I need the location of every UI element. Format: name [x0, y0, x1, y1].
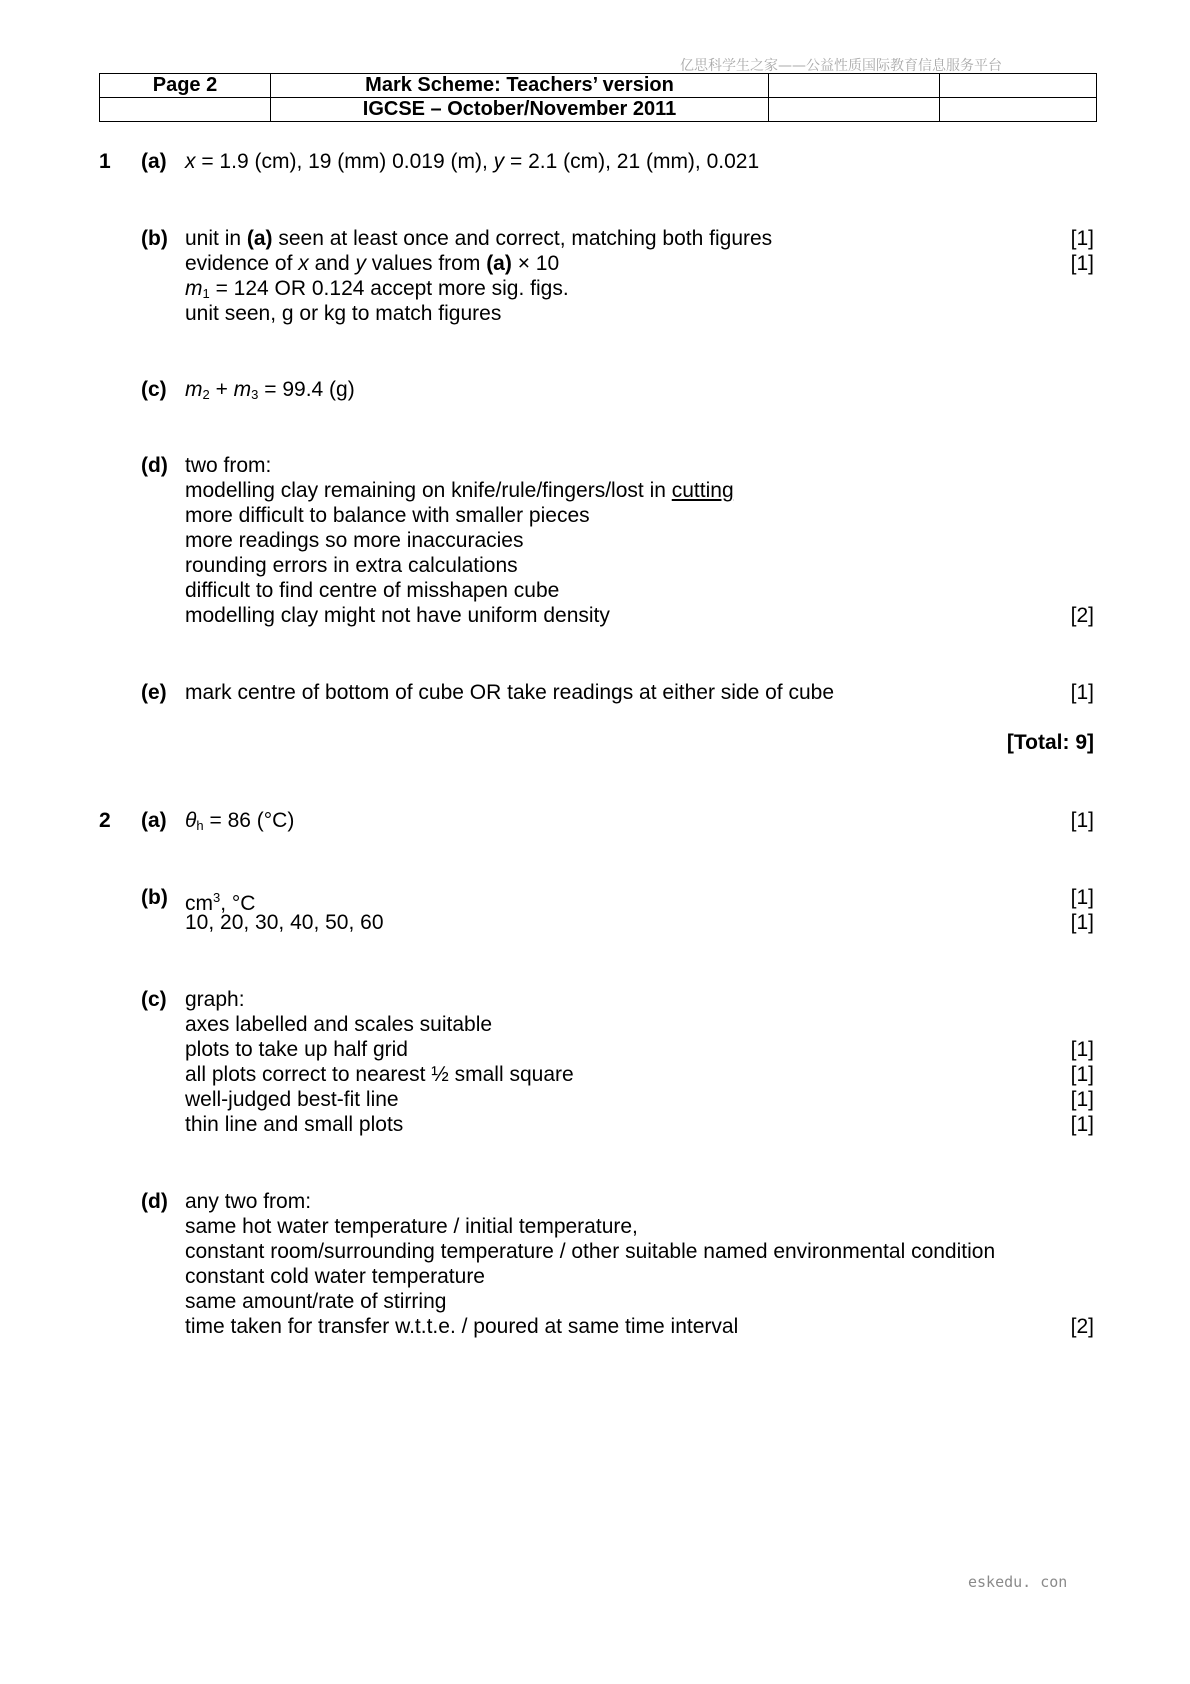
- mark: [1]: [1070, 1113, 1094, 1136]
- part-label: (a): [141, 150, 167, 173]
- q1d-line: more difficult to balance with smaller pieces: [185, 504, 590, 527]
- header-title: Mark Scheme: Teachers’ version: [271, 74, 769, 98]
- q1d-line: difficult to find centre of misshapen cube: [185, 579, 560, 602]
- header-empty-cell: [940, 74, 1097, 98]
- q1d-line: modelling clay might not have uniform density: [185, 604, 610, 627]
- q2d-row-6: [0, 1314, 1190, 1340]
- q2d-row-1: [0, 1189, 1190, 1215]
- q2c-line: all plots correct to nearest ½ small square: [185, 1063, 574, 1086]
- footer-watermark: eskedu. con: [968, 1573, 1068, 1591]
- q2b-line: $cm^3$, °C: [185, 890, 256, 915]
- q2d-line: same hot water temperature / initial temperature,: [185, 1215, 638, 1238]
- q2c-line: well-judged best-fit line: [185, 1088, 399, 1111]
- q2d-line: time taken for transfer w.t.t.e. / poured at same time interval: [185, 1315, 739, 1338]
- q2d-row-2: [0, 1214, 1190, 1240]
- header-table: [99, 73, 1097, 122]
- q2d-line: same amount/rate of stirring: [185, 1290, 447, 1313]
- q2d-line: any two from:: [185, 1190, 312, 1213]
- part-label: (e): [141, 681, 167, 704]
- q2c-row-5: [0, 1087, 1190, 1113]
- header-empty-cell: [100, 98, 271, 122]
- header-empty-cell: [769, 98, 940, 122]
- q2b-row-1: [0, 885, 1190, 915]
- q2d-line: constant cold water temperature: [185, 1265, 485, 1288]
- q1d-row-5: [0, 553, 1190, 579]
- q2d-row-4: [0, 1264, 1190, 1290]
- q1d-row-7: [0, 603, 1190, 629]
- q1b-row-4: [0, 301, 1190, 327]
- mark: [1]: [1070, 1088, 1094, 1111]
- q1-total-row: [0, 730, 1190, 756]
- q1b-line: unit in (a) seen at least once and correct, matching both figures: [185, 227, 773, 250]
- q1e-row: [0, 680, 1190, 706]
- header-subtitle: IGCSE – October/November 2011: [271, 98, 769, 122]
- part-label: (a): [141, 809, 167, 832]
- q1d-row-6: [0, 578, 1190, 604]
- q1d-row-2: [0, 478, 1190, 504]
- mark: [1]: [1070, 227, 1094, 250]
- q1b-line: $m_1 = 124$ OR 0.124 accept more sig. figs.: [185, 277, 569, 301]
- question-number: 2: [99, 809, 111, 832]
- part-label: (c): [141, 988, 167, 1011]
- mark: [1]: [1070, 886, 1094, 909]
- mark: [1]: [1070, 911, 1094, 934]
- mark: [1]: [1070, 252, 1094, 275]
- q1d-line: two from:: [185, 454, 272, 477]
- mark: [1]: [1070, 681, 1094, 704]
- q2d-row-3: [0, 1239, 1190, 1265]
- q2c-row-2: [0, 1012, 1190, 1038]
- q2c-line: plots to take up half grid: [185, 1038, 408, 1061]
- part-label: (d): [141, 1190, 168, 1213]
- q1a-text: x = 1.9 (cm), 19 (mm) 0.019 (m), y = 2.1 (cm), 21 (mm), 0.021: [185, 150, 760, 173]
- q2d-row-5: [0, 1289, 1190, 1315]
- q1d-line: modelling clay remaining on knife/rule/fingers/lost in cutting: [185, 479, 734, 502]
- q1d-line: rounding errors in extra calculations: [185, 554, 518, 577]
- q2c-row-3: [0, 1037, 1190, 1063]
- q1c-text: $m_2 + m_3 = 99.4$ (g): [185, 378, 355, 402]
- part-label: (b): [141, 227, 168, 250]
- q2c-line: thin line and small plots: [185, 1113, 404, 1136]
- q2b-row-2: [0, 910, 1190, 936]
- watermark: 亿思科学生之家——公益性质国际教育信息服务平台: [680, 58, 1002, 74]
- q1d-line: more readings so more inaccuracies: [185, 529, 524, 552]
- q1b-row-3: [0, 276, 1190, 302]
- mark: [1]: [1070, 1063, 1094, 1086]
- mark: [1]: [1070, 809, 1094, 832]
- q1d-row-3: [0, 503, 1190, 529]
- q1d-row-4: [0, 528, 1190, 554]
- q2c-row-1: [0, 987, 1190, 1013]
- total-mark: [Total: 9]: [1006, 731, 1094, 754]
- header-empty-cell: [769, 74, 940, 98]
- q1b-row-2: [0, 251, 1190, 277]
- q2c-row-6: [0, 1112, 1190, 1138]
- q2a-row: [0, 808, 1190, 834]
- mark: [2]: [1070, 1315, 1094, 1338]
- q1c-row: [0, 377, 1190, 403]
- q2b-line: 10, 20, 30, 40, 50, 60: [185, 911, 384, 934]
- q2a-text: $\theta_h = 86$ (°C): [185, 809, 295, 833]
- header-empty-cell: [940, 98, 1097, 122]
- mark: [1]: [1070, 1038, 1094, 1061]
- q2c-row-4: [0, 1062, 1190, 1088]
- part-label: (c): [141, 378, 167, 401]
- q1a-row: [0, 149, 1190, 175]
- q1b-row-1: [0, 226, 1190, 252]
- mark: [2]: [1070, 604, 1094, 627]
- q2c-line: graph:: [185, 988, 245, 1011]
- q2c-line: axes labelled and scales suitable: [185, 1013, 493, 1036]
- part-label: (d): [141, 454, 168, 477]
- q2d-line: constant room/surrounding temperature / other suitable named environmental condition: [185, 1240, 996, 1263]
- q1b-line: unit seen, g or kg to match figures: [185, 302, 502, 325]
- question-number: 1: [99, 150, 111, 173]
- q1d-row-1: [0, 453, 1190, 479]
- header-page: Page 2: [100, 74, 271, 98]
- q1e-text: mark centre of bottom of cube OR take readings at either side of cube: [185, 681, 835, 704]
- part-label: (b): [141, 886, 168, 909]
- q1b-line: evidence of x and y values from (a) × 10: [185, 252, 560, 275]
